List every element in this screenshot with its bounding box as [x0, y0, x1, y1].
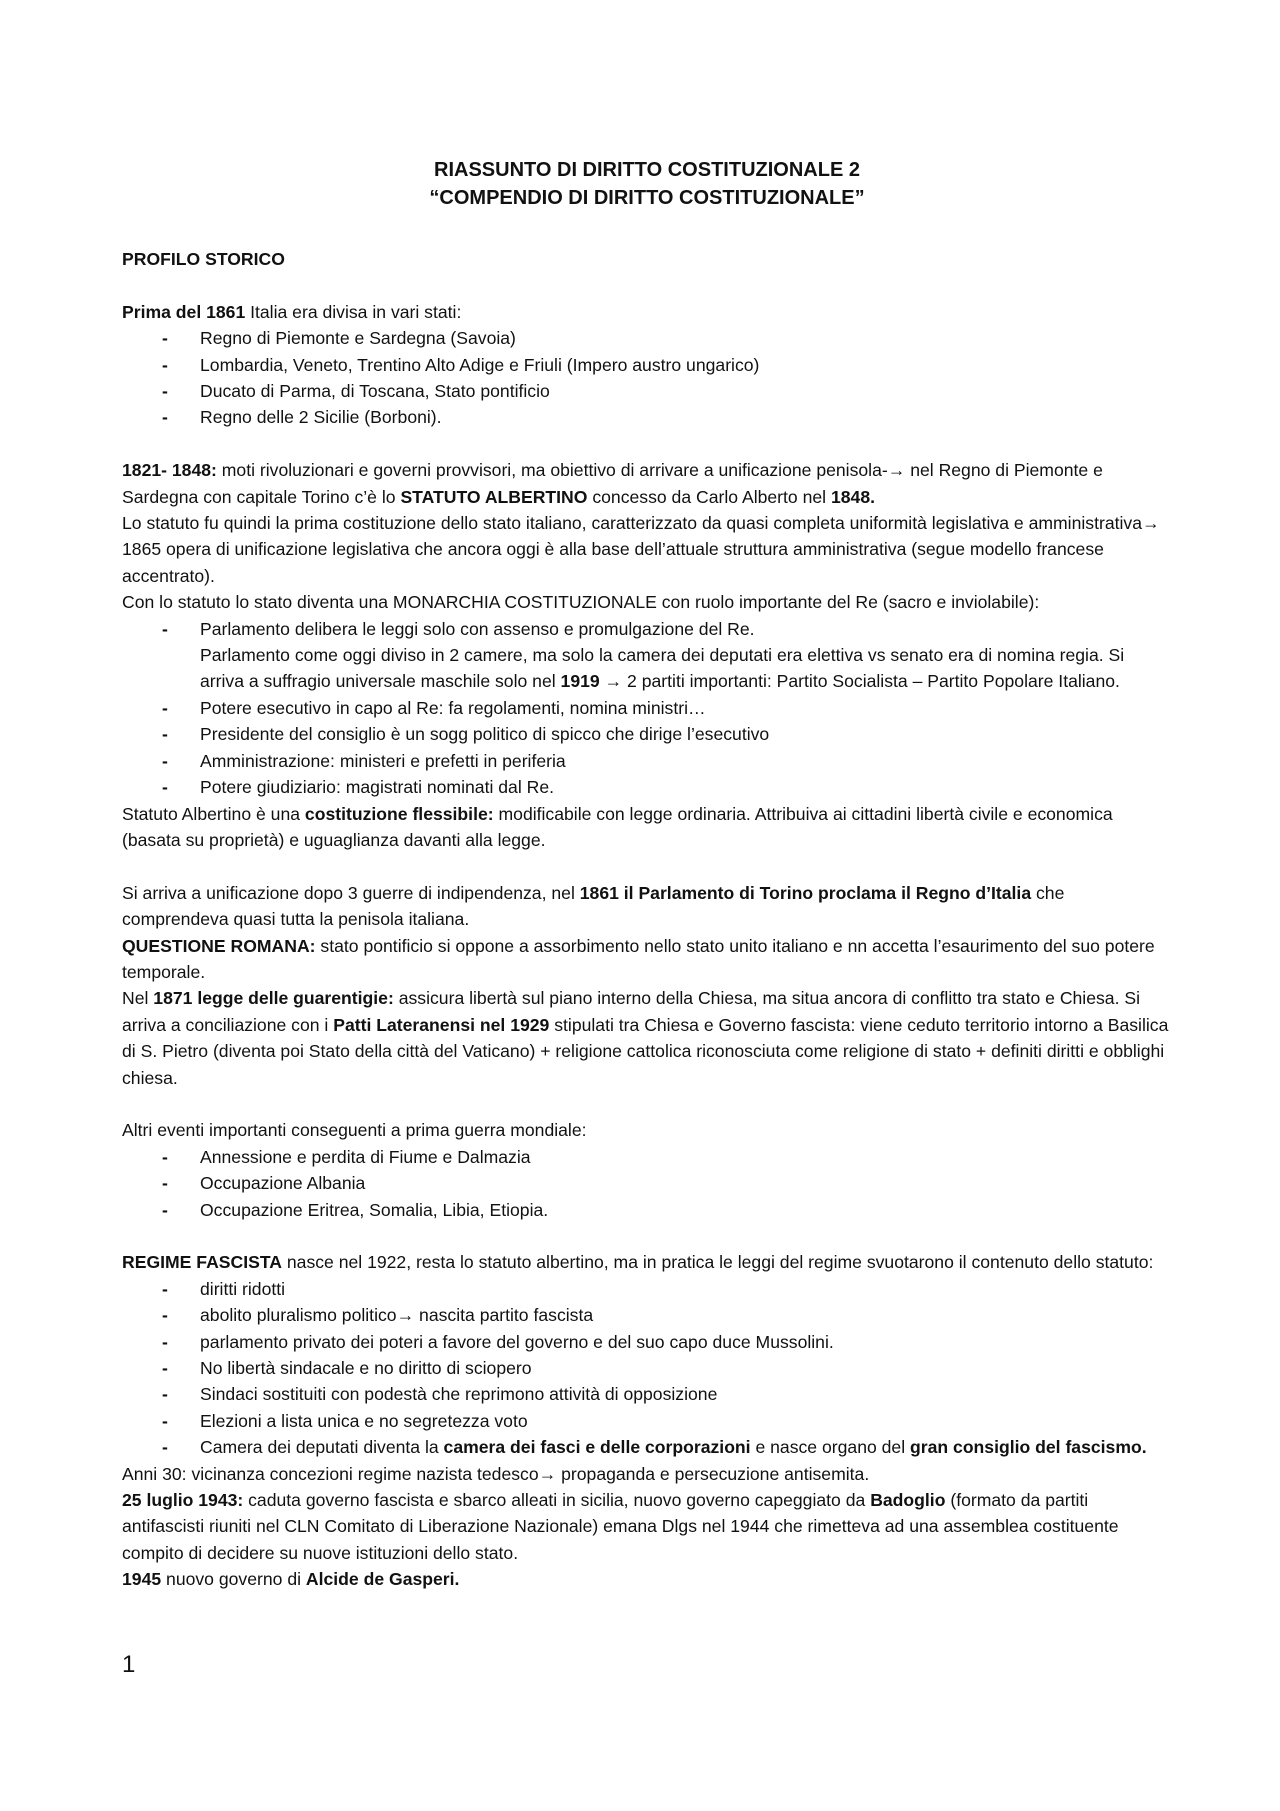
paragraph-altri-eventi: Altri eventi importanti conseguenti a prima guerra mondiale: — [122, 1120, 587, 1141]
text: assicura libertà sul piano interno della Chiesa, ma situa ancora di conflitto tra stato e Chiesa. Si arriva a conciliazione con i — [122, 988, 1140, 1035]
paragraph-25-luglio-1943 — [122, 1487, 1172, 1566]
arrow-right-icon: → — [1141, 513, 1160, 534]
list-item: - diritti ridotti — [122, 1276, 1172, 1302]
list-item: - Regno delle 2 Sicilie (Borboni). — [122, 404, 1172, 430]
spacer — [122, 431, 1172, 457]
paragraph-questione-romana — [122, 933, 1172, 986]
spacer — [122, 272, 1172, 298]
bold-text: Patti Lateranensi nel 1929 — [333, 1014, 550, 1035]
text: caduta governo fascista e sbarco alleati in sicilia, nuovo governo capeggiato da — [243, 1490, 871, 1511]
paragraph-regime-fascista — [122, 1249, 1172, 1275]
text: moti rivoluzionari e governi provvisori, ma obiettivo di arrivare a unificazione penisola- — [216, 460, 888, 481]
bold-text: 1861 il Parlamento di Torino proclama il Regno d’Italia — [579, 882, 1032, 903]
list-item: - Elezioni a lista unica e no segretezza voto — [122, 1408, 1172, 1434]
text: Si arriva a unificazione dopo 3 guerre di indipendenza, nel — [122, 882, 580, 903]
text: Nel — [122, 988, 154, 1009]
paragraph-anni-30 — [122, 1461, 1172, 1487]
text: 2 partiti importanti: Partito Socialista – Partito Popolare Italiano. — [627, 671, 1120, 692]
bold-text: REGIME FASCISTA — [122, 1252, 282, 1273]
text: nasce nel 1922, resta lo statuto albertino, ma in pratica le leggi del regime svuotarono il contenuto dello statuto: — [281, 1252, 1154, 1273]
document-title-line-2: “COMPENDIO DI DIRITTO COSTITUZIONALE” — [429, 187, 865, 209]
text: che comprendeva quasi tutta la penisola italiana. — [122, 882, 1065, 930]
text: (formato da partiti antifascisti riuniti nel CLN Comitato di Liberazione Nazionale) emana Dlgs nel 1944 che rimetteva ad una assemblea costituente compito di decidere su nuove istituzioni dello stato. — [122, 1490, 1119, 1563]
list-item: - Potere esecutivo in capo al Re: fa regolamenti, nomina ministri… — [122, 695, 1172, 721]
bold-text: Badoglio — [870, 1490, 946, 1511]
arrow-right-icon: → — [396, 1305, 415, 1326]
bold-text: camera dei fasci e delle corporazioni — [443, 1437, 751, 1458]
spacer — [122, 1091, 1172, 1117]
text: concesso da Carlo Alberto nel — [587, 486, 831, 507]
eventi-list — [122, 1144, 1172, 1223]
bold-text: 1871 legge delle guarentigie: — [153, 988, 394, 1009]
paragraph-guarentigie — [122, 985, 1172, 1091]
text: 1865 opera di unificazione legislativa che ancora oggi è alla base dell’attuale struttura amministrativa (segue modello francese accentrato). — [122, 539, 1104, 586]
bold-text: gran consiglio del fascismo. — [910, 1437, 1147, 1458]
list-item: - Lombardia, Veneto, Trentino Alto Adige e Friuli (Impero austro ungarico) — [122, 352, 1172, 378]
list-item: - No libertà sindacale e no diritto di sciopero — [122, 1355, 1172, 1381]
paragraph-statuto — [122, 510, 1172, 589]
states-list — [122, 325, 1172, 431]
list-item: - Sindaci sostituiti con podestà che reprimono attività di opposizione — [122, 1381, 1172, 1407]
list-item — [122, 1434, 1172, 1460]
bold-text: 1919 — [560, 671, 600, 692]
paragraph-unificazione — [122, 880, 1172, 933]
text: stipulati tra Chiesa e Governo fascista: viene ceduto territorio intorno a Basilica di S. Pietro (diventa poi Stato della città del Vaticano) + religione cattolica riconosciuta come religione di stato + definiti diritti e obblighi chiesa. — [122, 1014, 1169, 1088]
bold-text: Prima del 1861 — [122, 301, 246, 322]
list-item: - Presidente del consiglio è un sogg politico di spicco che dirige l’esecutivo — [122, 721, 1172, 747]
bold-text: 25 luglio 1943: — [122, 1490, 244, 1511]
bold-text: 1821- 1848: — [122, 460, 217, 481]
text: Camera dei deputati diventa la — [200, 1437, 444, 1458]
bold-text: STATUTO ALBERTINO — [400, 486, 588, 507]
text: abolito pluralismo politico — [200, 1305, 397, 1326]
arrow-right-icon: → — [887, 460, 906, 481]
bold-text: QUESTIONE ROMANA: — [122, 935, 316, 956]
list-item: - parlamento privato dei poteri a favore del governo e del suo capo duce Mussolini. — [122, 1329, 1172, 1355]
text: nascita partito fascista — [414, 1305, 594, 1326]
text: Parlamento delibera le leggi solo con assenso e promulgazione del Re. — [200, 618, 755, 639]
page-number: 1 — [122, 1651, 136, 1678]
bold-text: 1848. — [830, 486, 876, 507]
bold-text: Alcide de Gasperi. — [305, 1569, 460, 1590]
list-item: - Occupazione Albania — [122, 1170, 1172, 1196]
text: e nasce organo del — [750, 1437, 911, 1458]
spacer — [122, 1223, 1172, 1249]
document-title-line-1: RIASSUNTO DI DIRITTO COSTITUZIONALE 2 — [434, 159, 860, 181]
spacer — [122, 853, 1172, 879]
list-item — [122, 616, 1172, 695]
text: Anni 30: vicinanza concezioni regime nazista tedesco — [122, 1463, 539, 1484]
list-item: - Occupazione Eritrea, Somalia, Libia, Etiopia. — [122, 1197, 1172, 1223]
text: propaganda e persecuzione antisemita. — [556, 1463, 870, 1484]
list-item: - Potere giudiziario: magistrati nominati dal Re. — [122, 774, 1172, 800]
text: modificabile con legge ordinaria. Attribuiva ai cittadini libertà civile e economica (basata su proprietà) e uguaglianza davanti alla legge. — [122, 803, 1113, 850]
text: Italia era divisa in vari stati: — [245, 301, 462, 322]
arrow-right-icon: → — [599, 671, 628, 692]
list-item — [122, 1302, 1172, 1328]
bold-text: 1945 — [122, 1569, 162, 1590]
text: Statuto Albertino è una — [122, 803, 305, 824]
paragraph-monarchia: Con lo statuto lo stato diventa una MONARCHIA COSTITUZIONALE con ruolo importante del Re (sacro e inviolabile): — [122, 592, 1040, 613]
page-content — [122, 156, 1172, 1593]
list-item: - Amministrazione: ministeri e prefetti in periferia — [122, 748, 1172, 774]
fascismo-list — [122, 1276, 1172, 1461]
list-item: - Regno di Piemonte e Sardegna (Savoia) — [122, 325, 1172, 351]
paragraph-1945 — [122, 1566, 1172, 1592]
text: nuovo governo di — [161, 1569, 306, 1590]
bold-text: costituzione flessibile: — [304, 803, 494, 824]
text: Lo statuto fu quindi la prima costituzione dello stato italiano, caratterizzato da quasi completa uniformità legislativa e amministrativa — [122, 513, 1142, 534]
paragraph-before-1861 — [122, 299, 1172, 325]
list-item: - Annessione e perdita di Fiume e Dalmazia — [122, 1144, 1172, 1170]
text: nel Regno di Piemonte e Sardegna con capitale Torino c’è lo — [122, 460, 1103, 507]
text: Parlamento come oggi diviso in 2 camere, ma solo la camera dei deputati era elettiva vs senato era di nomina regia. Si arriva a suffragio universale maschile solo nel — [200, 645, 1125, 692]
arrow-right-icon: → — [538, 1463, 557, 1484]
text: stato pontificio si oppone a assorbimento nello stato unito italiano e nn accetta l’esaurimento del suo potere temporale. — [122, 935, 1155, 982]
paragraph-costituzione-flessibile — [122, 801, 1172, 854]
section-heading: PROFILO STORICO — [122, 249, 285, 269]
paragraph-1821-1848 — [122, 457, 1172, 510]
list-item: - Ducato di Parma, di Toscana, Stato pontificio — [122, 378, 1172, 404]
monarchia-list — [122, 616, 1172, 801]
